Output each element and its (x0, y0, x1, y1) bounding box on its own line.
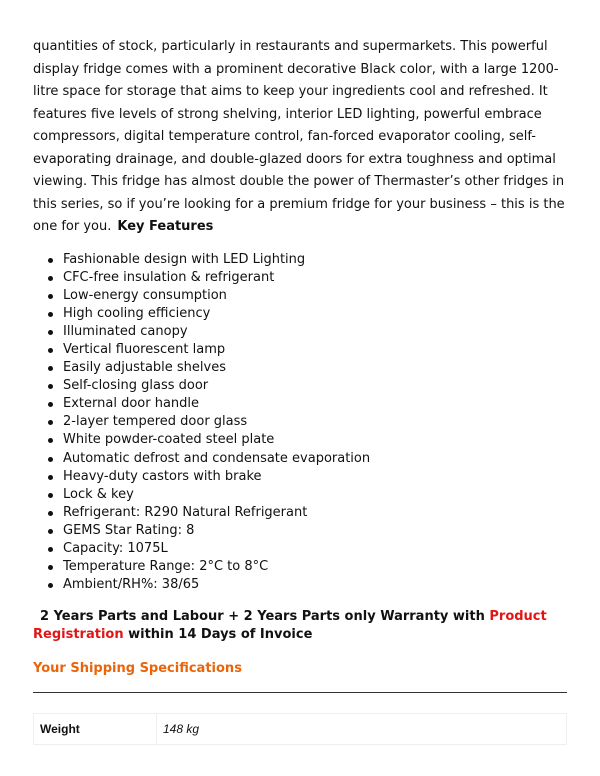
shipping-specs-table (33, 713, 567, 745)
table-row (34, 714, 567, 745)
feature-item: CFC-free insulation & refrigerant (48, 269, 573, 287)
feature-item: Vertical fluorescent lamp (48, 341, 573, 359)
feature-item: Temperature Range: 2°C to 8°C (48, 558, 573, 576)
feature-item: 2-layer tempered door glass (48, 413, 573, 431)
feature-item: Ambient/RH%: 38/65 (48, 576, 573, 594)
feature-item: Automatic defrost and condensate evaporation (48, 450, 573, 468)
intro-text: quantities of stock, particularly in restaurants and supermarkets. This powerful display fridge comes with a prominent decorative Black color, with a large 1200-litre space for storage that aims to keep your ingredients cool and refreshed. It features five levels of strong shelving, interior LED lighting, powerful embrace compressors, digital temperature control, fan-forced evaporator cooling, self-evaporating drainage, and double-glazed doors for extra toughness and optimal viewing. This fridge has almost double the power of Thermaster’s other fridges in this series, so if you’re looking for a premium fridge for your business – this is the one for you. (33, 39, 565, 234)
feature-item: High cooling efficiency (48, 305, 573, 323)
feature-item: Self-closing glass door (48, 377, 573, 395)
warranty-tail: within 14 Days of Invoice (128, 627, 313, 643)
feature-item: Refrigerant: R290 Natural Refrigerant (48, 504, 573, 522)
feature-item: Capacity: 1075L (48, 540, 573, 558)
feature-item: Heavy-duty castors with brake (48, 468, 573, 486)
feature-item: White powder-coated steel plate (48, 431, 573, 449)
intro-paragraph (33, 36, 573, 239)
warranty-statement (33, 608, 573, 644)
product-registration-link[interactable]: Product Registration (33, 609, 547, 643)
warranty-lead: 2 Years Parts and Labour + 2 Years Parts only Warranty with (40, 609, 485, 625)
product-description (33, 36, 573, 745)
spec-value-weight: 148 kg (157, 714, 567, 745)
shipping-specifications-heading: Your Shipping Specifications (33, 661, 242, 677)
feature-item: GEMS Star Rating: 8 (48, 522, 573, 540)
feature-item: Lock & key (48, 486, 573, 504)
feature-item: Easily adjustable shelves (48, 359, 573, 377)
feature-item: Illuminated canopy (48, 323, 573, 341)
feature-list (33, 251, 573, 595)
feature-item: Low-energy consumption (48, 287, 573, 305)
spec-label-weight: Weight (34, 714, 157, 745)
key-features-heading: Key Features (117, 219, 214, 234)
feature-item: Fashionable design with LED Lighting (48, 251, 573, 269)
section-divider (33, 692, 567, 693)
feature-item: External door handle (48, 395, 573, 413)
